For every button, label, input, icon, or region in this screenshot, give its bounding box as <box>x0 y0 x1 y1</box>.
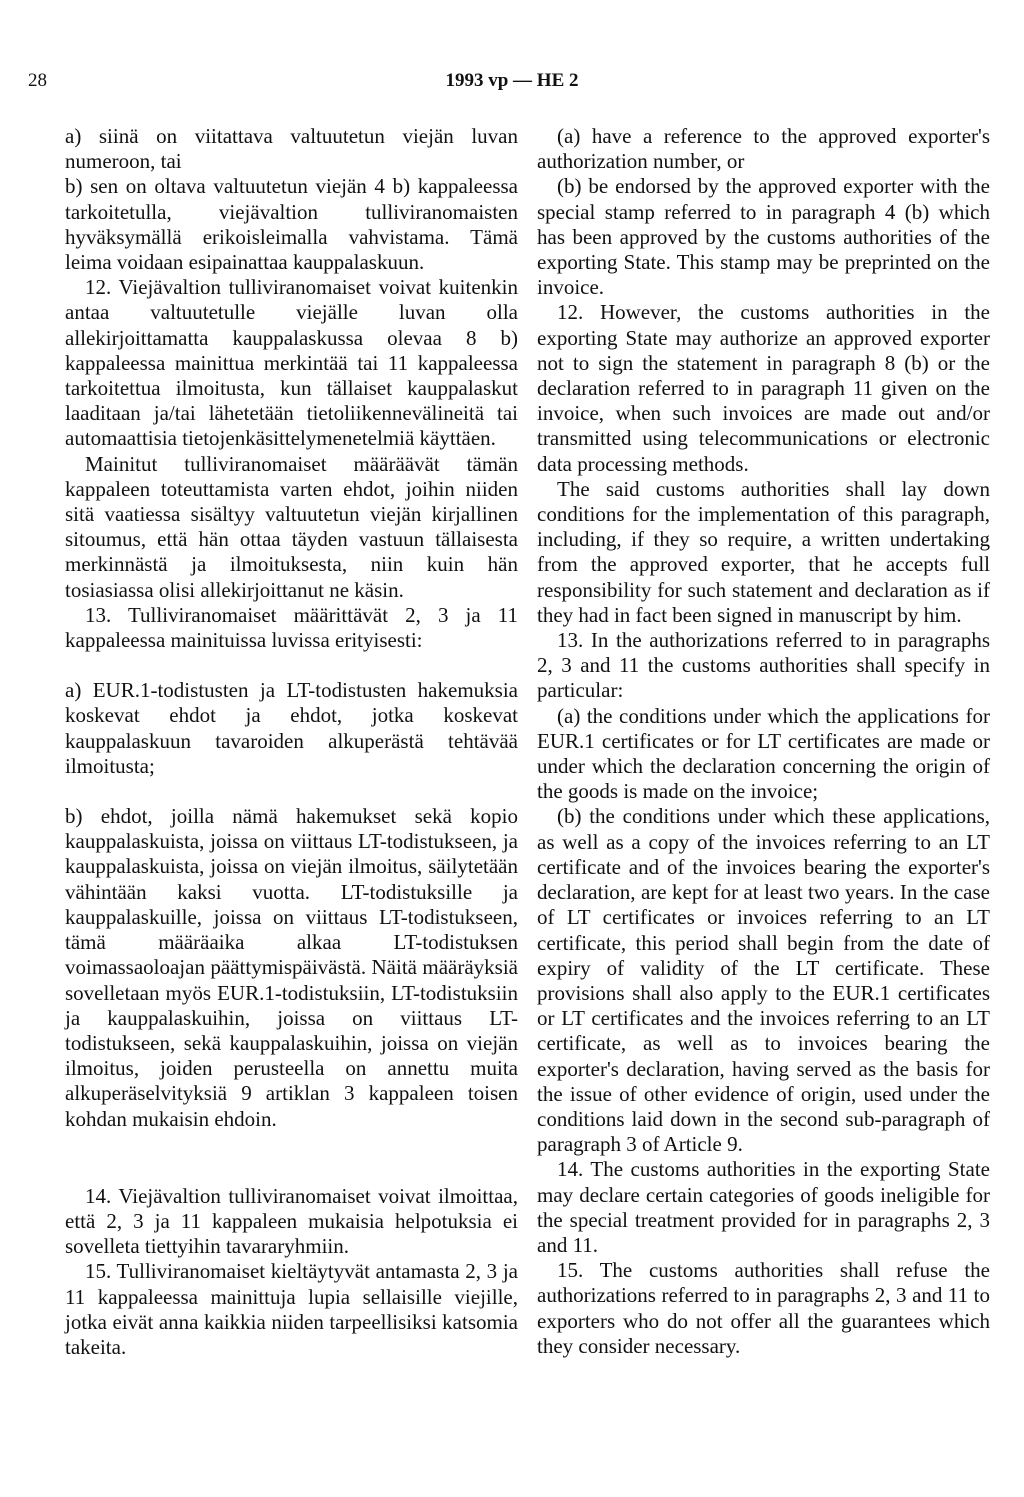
fi-paragraph-a: a) siinä on viitattava valtuutetun viejän luvan numeroon, tai <box>65 124 518 174</box>
en-paragraph-13b: (b) the conditions under which these applications, as well as a copy of the invoices referring to an LT certificate and of the invoices bearing the exporter's declaration, are kept for at least two years. In the case of LT certificates or invoices referring to an LT certificate, this period shall begin from the date of expiry of validity of the LT certificate. These provisions shall also apply to the EUR.1 certificates or LT certificates and the invoices referring to an LT certificate, as well as to invoices bearing the exporter's declaration, having served as the basis for the issue of other evidence of origin, used under the conditions laid down in the second sub-paragraph of paragraph 3 of Article 9. <box>537 804 990 1157</box>
fi-paragraph-15: 15. Tulliviranomaiset kieltäytyvät antamasta 2, 3 ja 11 kappaleessa mainittuja lupia sellaisille viejille, jotka eivät anna kaikkia niiden tarpeellisiksi katsomia takeita. <box>65 1259 518 1359</box>
en-paragraph-13: 13. In the authorizations referred to in paragraphs 2, 3 and 11 the customs authorities shall specify in particular: <box>537 628 990 703</box>
en-paragraph-b: (b) be endorsed by the approved exporter with the special stamp referred to in paragraph 4 (b) which has been approved by the customs authorities of the exporting State. This stamp may be preprinted on the invoice. <box>537 174 990 300</box>
en-paragraph-14: 14. The customs authorities in the exporting State may declare certain categories of goods ineligible for the special treatment provided for in paragraphs 2, 3 and 11. <box>537 1157 990 1257</box>
fi-paragraph-13b: b) ehdot, joilla nämä hakemukset sekä kopio kauppalaskuista, joissa on viittaus LT-todistukseen, ja kauppalaskuista, joissa on viejän ilmoitus, säilytetään vähintään kaksi vuotta. LT-todistuksille ja kauppalaskuille, joissa on viittaus LT-todistukseen, tämä määräaika alkaa LT-todistuksen voimassaoloajan päättymispäivästä. Näitä määräyksiä sovelletaan myös EUR.1-todistuksiin, LT-todistuksiin ja kauppalaskuihin, joissa on viittaus LT-todistukseen, sekä kauppalaskuihin, joissa on viejän ilmoitus, joiden perusteella on annettu muita alkuperäselvityksiä 9 artiklan 3 kappaleen toisen kohdan mukaisin ehdoin. <box>65 804 518 1131</box>
fi-paragraph-13: 13. Tulliviranomaiset määrittävät 2, 3 ja 11 kappaleessa mainituissa luvissa erityisesti: <box>65 602 518 653</box>
fi-paragraph-12-continued: Mainitut tulliviranomaiset määräävät tämän kappaleen toteuttamista varten ehdot, joihin niiden sitä vaatiessa sisältyy valtuutetun viejän kirjallinen sitoumus, että hän ottaa täyden vastuun tällaisesta merkinnästä ja ilmoituksesta, niin kuin hän tosiasiassa olisi allekirjoittanut ne käsin. <box>65 451 518 602</box>
en-paragraph-12-continued: The said customs authorities shall lay down conditions for the implementation of this paragraph, including, if they so require, a written undertaking from the approved exporter, that he accepts full responsibility for such statement and declaration as if they had in fact been signed in manuscript by him. <box>537 476 990 627</box>
en-paragraph-15: 15. The customs authorities shall refuse the authorizations referred to in paragraphs 2, 3 and 11 to exporters who do not offer all the guarantees which they consider necessary. <box>537 1258 990 1358</box>
finnish-column <box>65 124 518 1360</box>
en-paragraph-13a: (a) the conditions under which the applications for EUR.1 certificates or for LT certificates are made or under which the declaration concerning the origin of the goods is made on the invoice; <box>537 703 990 804</box>
en-paragraph-a: (a) have a reference to the approved exporter's authorization number, or <box>537 124 990 174</box>
en-paragraph-12: 12. However, the customs authorities in the exporting State may authorize an approved exporter not to sign the statement in paragraph 8 (b) or the declaration referred to in paragraph 11 given on the invoice, when such invoices are made out and/or transmitted using telecommunications or electronic data processing methods. <box>537 300 990 476</box>
english-column <box>537 124 990 1359</box>
fi-paragraph-12: 12. Viejävaltion tulliviranomaiset voivat kuitenkin antaa valtuutetulle viejälle luvan olla allekirjoittamatta kauppalaskussa olevaa 8 b) kappaleessa mainittua merkintää tai 11 kappaleessa tarkoitettua ilmoitusta, kun tällaiset kauppalaskut laaditaan ja/tai lähetetään tietoliikennevälineitä tai automaattisia tietojenkäsittelymenetelmiä käyttäen. <box>65 275 518 451</box>
page-number: 28 <box>28 70 47 91</box>
fi-paragraph-13a: a) EUR.1-todistusten ja LT-todistusten hakemuksia koskevat ehdot ja ehdot, jotka koskevat kauppalaskuun tavaroiden alkuperästä tehtävää ilmoitusta; <box>65 678 518 778</box>
fi-paragraph-14: 14. Viejävaltion tulliviranomaiset voivat ilmoittaa, että 2, 3 ja 11 kappaleen mukaisia helpotuksia ei sovelleta tiettyihin tavararyhmiin. <box>65 1183 518 1259</box>
running-head: 1993 vp — HE 2 <box>445 70 579 91</box>
fi-paragraph-b: b) sen on oltava valtuutetun viejän 4 b) kappaleessa tarkoitetulla, viejävaltion tulliviranomaisten hyväksymällä erikoisleimalla vahvistama. Tämä leima voidaan esipainattaa kauppalaskuun. <box>65 174 518 275</box>
